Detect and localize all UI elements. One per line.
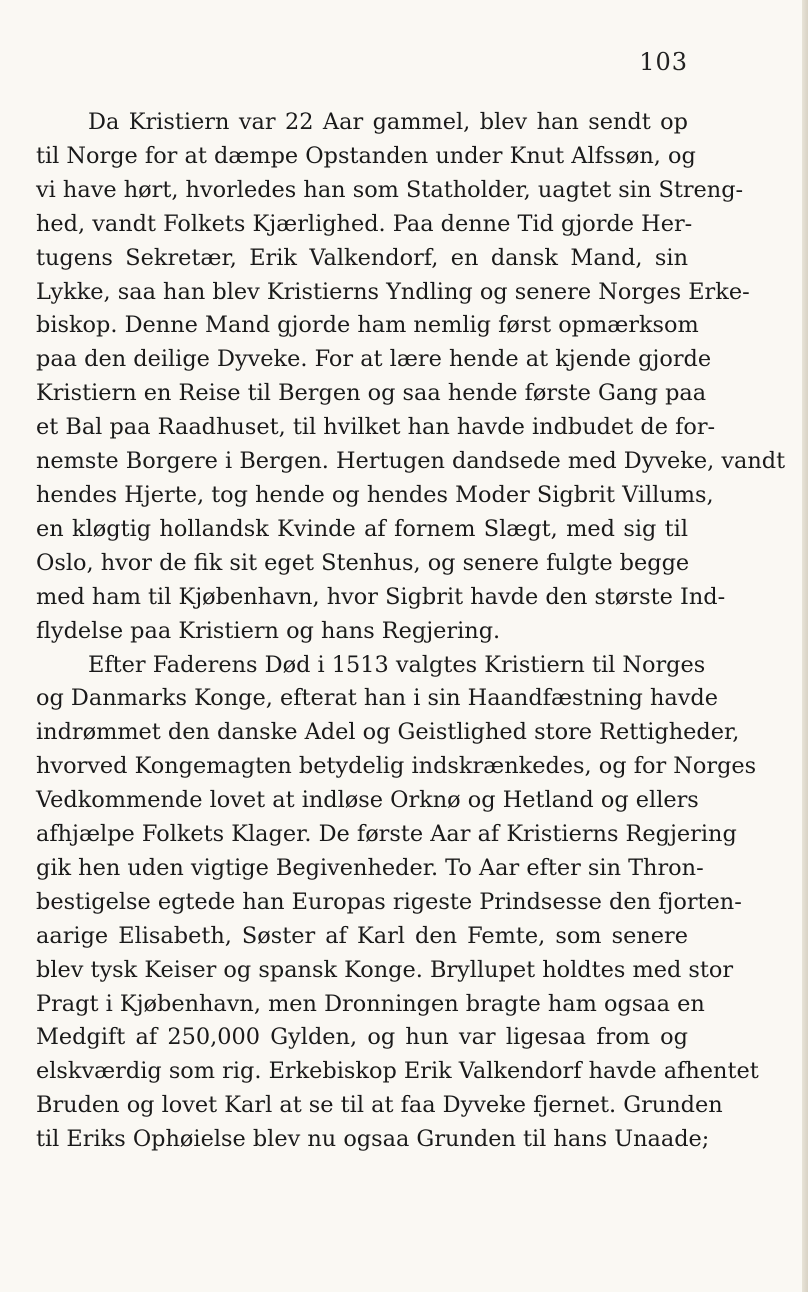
body-text [36,106,786,1157]
text-line: Lykke, saa han blev Kristierns Yndling og senere Norges Erke- [36,278,750,305]
text-line: flydelse paa Kristiern og hans Regjering. [36,617,501,644]
text-line: Da Kristiern var 22 Aar gammel, blev han sendt op [88,109,688,135]
text-line: vi have hørt, hvorledes han som Statholder, uagtet sin Streng- [36,176,744,203]
text-line: og Danmarks Konge, efterat han i sin Haandfæstning havde [36,685,718,712]
text-line: med ham til Kjøbenhavn, hvor Sigbrit havde den største Ind- [36,583,726,610]
text-line: tugens Sekretær, Erik Valkendorf, en dansk Mand, sin [36,244,688,271]
text-line: Oslo, hvor de fik sit eget Stenhus, og senere fulgte begge [36,549,690,576]
text-line: Efter Faderens Død i 1513 valgtes Kristiern til Norges [88,651,706,678]
text-line: paa den deilige Dyveke. For at lære hende at kjende gjorde [36,346,712,373]
text-line: aarige Elisabeth, Søster af Karl den Femte, som senere [36,922,688,949]
text-line: hendes Hjerte, tog hende og hendes Moder Sigbrit Villums, [36,481,714,508]
text-line: hed, vandt Folkets Kjærlighed. Paa denne Tid gjorde Her- [36,210,693,237]
page-number: 103 [639,48,688,76]
text-line: en kløgtig hollandsk Kvinde af fornem Slægt, med sig til [36,515,688,542]
text-line: hvorved Kongemagten betydelig indskrænkedes, og for Norges [36,753,757,780]
text-line: nemste Borgere i Bergen. Hertugen dandsede med Dyveke, vandt [36,448,786,475]
text-line: Bruden og lovet Karl at se til at faa Dyveke fjernet. Grunden [36,1092,723,1119]
text-line: blev tysk Keiser og spansk Konge. Bryllupet holdtes med stor [36,956,734,983]
text-line: Vedkommende lovet at indløse Orknø og Hetland og ellers [36,787,699,814]
text-line: elskværdig som rig. Erkebiskop Erik Valkendorf havde afhentet [36,1058,759,1085]
text-line: Kristiern en Reise til Bergen og saa hende første Gang paa [36,380,707,407]
text-line: et Bal paa Raadhuset, til hvilket han havde indbudet de for- [36,414,716,441]
text-line: biskop. Denne Mand gjorde ham nemlig først opmærksom [36,312,699,339]
text-line: gik hen uden vigtige Begivenheder. To Aar efter sin Thron- [36,854,704,881]
text-line: indrømmet den danske Adel og Geistlighed store Rettigheder, [36,719,740,746]
text-line: bestigelse egtede han Europas rigeste Prindsesse den fjorten- [36,888,742,915]
text-line: Pragt i Kjøbenhavn, men Dronningen bragte ham ogsaa en [36,990,705,1017]
text-line: til Norge for at dæmpe Opstanden under Knut Alfssøn, og [36,142,696,169]
text-line: til Eriks Ophøielse blev nu ogsaa Grunden til hans Unaade; [36,1126,710,1153]
page-edge [802,0,808,1292]
text-line: Medgift af 250,000 Gylden, og hun var ligesaa from og [36,1024,688,1051]
text-line: afhjælpe Folkets Klager. De første Aar af Kristierns Regjering [36,821,737,848]
